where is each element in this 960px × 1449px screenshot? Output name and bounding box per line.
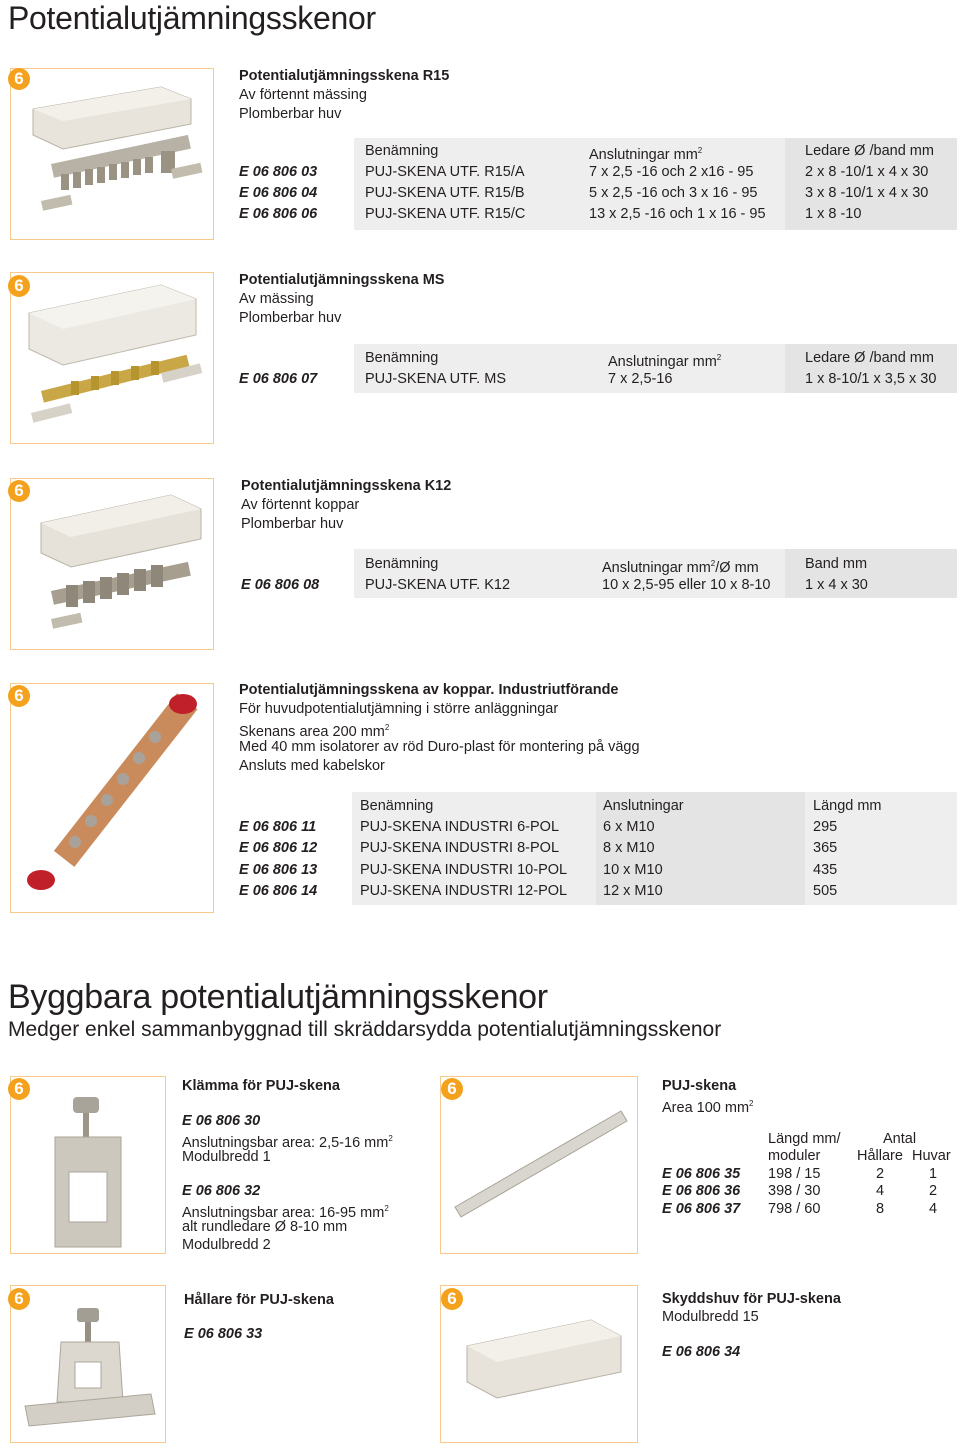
category-badge: 6: [8, 1288, 30, 1310]
puj-row-length: 198 / 15: [768, 1166, 821, 1182]
hallare-title: Hållare för PUJ-skena: [184, 1292, 334, 1308]
r15-header-ledare: Ledare Ø /band mm: [805, 143, 934, 159]
ind-row-conn: 10 x M10: [603, 862, 663, 878]
ind-header-conn: Anslutningar: [603, 798, 684, 814]
page-title: Potentialutjämningsskenor: [8, 0, 376, 36]
cover-image: [441, 1286, 637, 1442]
rail-image: [441, 1077, 637, 1253]
skydd-code: E 06 806 34: [662, 1344, 741, 1360]
category-badge: 6: [8, 685, 30, 707]
k12-row-code: E 06 806 08: [241, 577, 320, 593]
ind-line1: För huvudpotentialutjämning i större anläggningar: [239, 701, 559, 717]
ms-title: Potentialutjämningsskena MS: [239, 272, 445, 288]
ind-row-len: 505: [813, 883, 838, 899]
category-badge: 6: [8, 480, 30, 502]
busbar-industri-image: [11, 684, 213, 912]
clamp-image: [11, 1077, 165, 1253]
puj-row-huvar: 4: [929, 1201, 938, 1217]
ind-row-name: PUJ-SKENA INDUSTRI 8-POL: [360, 840, 560, 856]
k12-header-conn: Anslutningar $mm^2/Ø$ mm: [602, 559, 759, 576]
ind-row-conn: 12 x M10: [603, 883, 663, 899]
category-badge: 6: [441, 1288, 463, 1310]
r15-row-conn: 13 x 2,5 -16 och 1 x 16 - 95: [589, 206, 766, 222]
k12-row-band: 1 x 4 x 30: [805, 577, 868, 593]
puj-header-antal: Antal: [883, 1131, 917, 1147]
ind-row-len: 435: [813, 862, 838, 878]
ms-cover: Plomberbar huv: [239, 310, 342, 326]
r15-row-name: PUJ-SKENA UTF. R15/B: [365, 185, 525, 201]
puj-row-hallare: 8: [876, 1201, 885, 1217]
ind-line3: Med 40 mm isolatorer av röd Duro-plast för montering på vägg: [239, 739, 640, 755]
puj-header-huvar: Huvar: [912, 1148, 951, 1164]
r15-row-ledare: 2 x 8 -10/1 x 4 x 30: [805, 164, 929, 180]
r15-row-name: PUJ-SKENA UTF. R15/C: [365, 206, 526, 222]
klamma-title: Klämma för PUJ-skena: [182, 1078, 340, 1094]
skydd-title: Skyddshuv för PUJ-skena: [662, 1291, 841, 1307]
product-image-frame-k12: [10, 478, 214, 650]
category-badge: 6: [8, 1078, 30, 1100]
klamma-area1: Anslutningsbar area: 2,5-16 $mm^2$: [182, 1134, 393, 1151]
ms-header-name: Benämning: [365, 350, 439, 366]
ms-header-conn: Anslutningar $mm^2$: [608, 353, 722, 370]
ms-material: Av mässing: [239, 291, 314, 307]
puj-row-code: E 06 806 35: [662, 1166, 741, 1182]
ms-row-code: E 06 806 07: [239, 371, 318, 387]
k12-header-name: Benämning: [365, 556, 439, 572]
ind-row-conn: 8 x M10: [603, 840, 655, 856]
puj-area: Area 100 $mm^2$: [662, 1099, 754, 1116]
product-image-frame-skyddshuv: [440, 1285, 638, 1443]
klamma-area2: Anslutningsbar area: 16-95 $mm^2$: [182, 1204, 389, 1221]
ind-row-conn: 6 x M10: [603, 819, 655, 835]
ms-row-ledare: 1 x 8-10/1 x 3,5 x 30: [805, 371, 937, 387]
klamma-area2b: alt rundledare Ø 8-10 mm: [182, 1219, 348, 1235]
k12-title: Potentialutjämningsskena K12: [241, 478, 452, 494]
k12-material: Av förtennt koppar: [241, 497, 360, 513]
puj-header-length: Längd mm/: [768, 1131, 841, 1147]
ind-title: Potentialutjämningsskena av koppar. Industriutförande: [239, 682, 619, 698]
r15-row-ledare: 3 x 8 -10/1 x 4 x 30: [805, 185, 929, 201]
ind-row-code: E 06 806 14: [239, 883, 318, 899]
puj-row-huvar: 1: [929, 1166, 938, 1182]
ind-row-code: E 06 806 12: [239, 840, 318, 856]
ms-header-ledare: Ledare Ø /band mm: [805, 350, 934, 366]
category-badge: 6: [441, 1078, 463, 1100]
ind-row-code: E 06 806 11: [239, 819, 317, 835]
ind-header-name: Benämning: [360, 798, 434, 814]
puj-row-length: 398 / 30: [768, 1183, 821, 1199]
puj-row-code: E 06 806 37: [662, 1201, 741, 1217]
section-title-byggbara: Byggbara potentialutjämningsskenor: [8, 978, 548, 1016]
r15-row-code: E 06 806 04: [239, 185, 318, 201]
r15-row-name: PUJ-SKENA UTF. R15/A: [365, 164, 525, 180]
product-image-frame-industri: [10, 683, 214, 913]
busbar-k12-image: [11, 479, 213, 649]
holder-image: [11, 1286, 165, 1442]
r15-header-name: Benämning: [365, 143, 439, 159]
puj-row-huvar: 2: [929, 1183, 938, 1199]
r15-cover: Plomberbar huv: [239, 106, 342, 122]
product-image-frame-klamma: [10, 1076, 166, 1254]
ms-row-conn: 7 x 2,5-16: [608, 371, 673, 387]
puj-title: PUJ-skena: [662, 1078, 737, 1094]
ind-row-code: E 06 806 13: [239, 862, 318, 878]
r15-header-conn: Anslutningar $mm^2$: [589, 146, 703, 163]
r15-row-code: E 06 806 03: [239, 164, 318, 180]
r15-row-conn: 7 x 2,5 -16 och 2 x16 - 95: [589, 164, 754, 180]
product-image-frame-hallare: [10, 1285, 166, 1443]
ind-header-len: Längd mm: [813, 798, 882, 814]
ind-row-len: 365: [813, 840, 838, 856]
klamma-code1: E 06 806 30: [182, 1113, 261, 1129]
ind-row-name: PUJ-SKENA INDUSTRI 12-POL: [360, 883, 568, 899]
k12-row-conn: 10 x 2,5-95 eller 10 x 8-10: [602, 577, 771, 593]
r15-material: Av förtennt mässing: [239, 87, 367, 103]
skydd-module: Modulbredd 15: [662, 1309, 759, 1325]
klamma-code2: E 06 806 32: [182, 1183, 261, 1199]
section-subtitle-byggbara: Medger enkel sammanbyggnad till skräddarsydda potentialutjämningsskenor: [8, 1018, 722, 1041]
puj-row-code: E 06 806 36: [662, 1183, 741, 1199]
category-badge: 6: [8, 68, 30, 90]
k12-cover: Plomberbar huv: [241, 516, 344, 532]
product-image-frame-puj: [440, 1076, 638, 1254]
ind-row-name: PUJ-SKENA INDUSTRI 6-POL: [360, 819, 560, 835]
puj-row-hallare: 4: [876, 1183, 885, 1199]
k12-header-band: Band mm: [805, 556, 868, 572]
hallare-code: E 06 806 33: [184, 1326, 263, 1342]
puj-header-modules: moduler: [768, 1148, 821, 1164]
product-image-frame-ms: [10, 272, 214, 444]
product-image-frame-r15: [10, 68, 214, 240]
r15-row-conn: 5 x 2,5 -16 och 3 x 16 - 95: [589, 185, 758, 201]
busbar-ms-image: [11, 273, 213, 443]
r15-row-code: E 06 806 06: [239, 206, 318, 222]
puj-header-hallare: Hållare: [857, 1148, 903, 1164]
ind-line4: Ansluts med kabelskor: [239, 758, 385, 774]
k12-row-name: PUJ-SKENA UTF. K12: [365, 577, 511, 593]
r15-row-ledare: 1 x 8 -10: [805, 206, 862, 222]
klamma-module2: Modulbredd 2: [182, 1237, 271, 1253]
ind-row-len: 295: [813, 819, 838, 835]
category-badge: 6: [8, 275, 30, 297]
ind-row-name: PUJ-SKENA INDUSTRI 10-POL: [360, 862, 568, 878]
busbar-r15-image: [11, 69, 213, 239]
puj-row-length: 798 / 60: [768, 1201, 821, 1217]
r15-title: Potentialutjämningsskena R15: [239, 68, 450, 84]
klamma-module1: Modulbredd 1: [182, 1149, 271, 1165]
ms-row-name: PUJ-SKENA UTF. MS: [365, 371, 506, 387]
ind-line2: Skenans area 200 $mm^2$: [239, 723, 390, 740]
puj-row-hallare: 2: [876, 1166, 885, 1182]
